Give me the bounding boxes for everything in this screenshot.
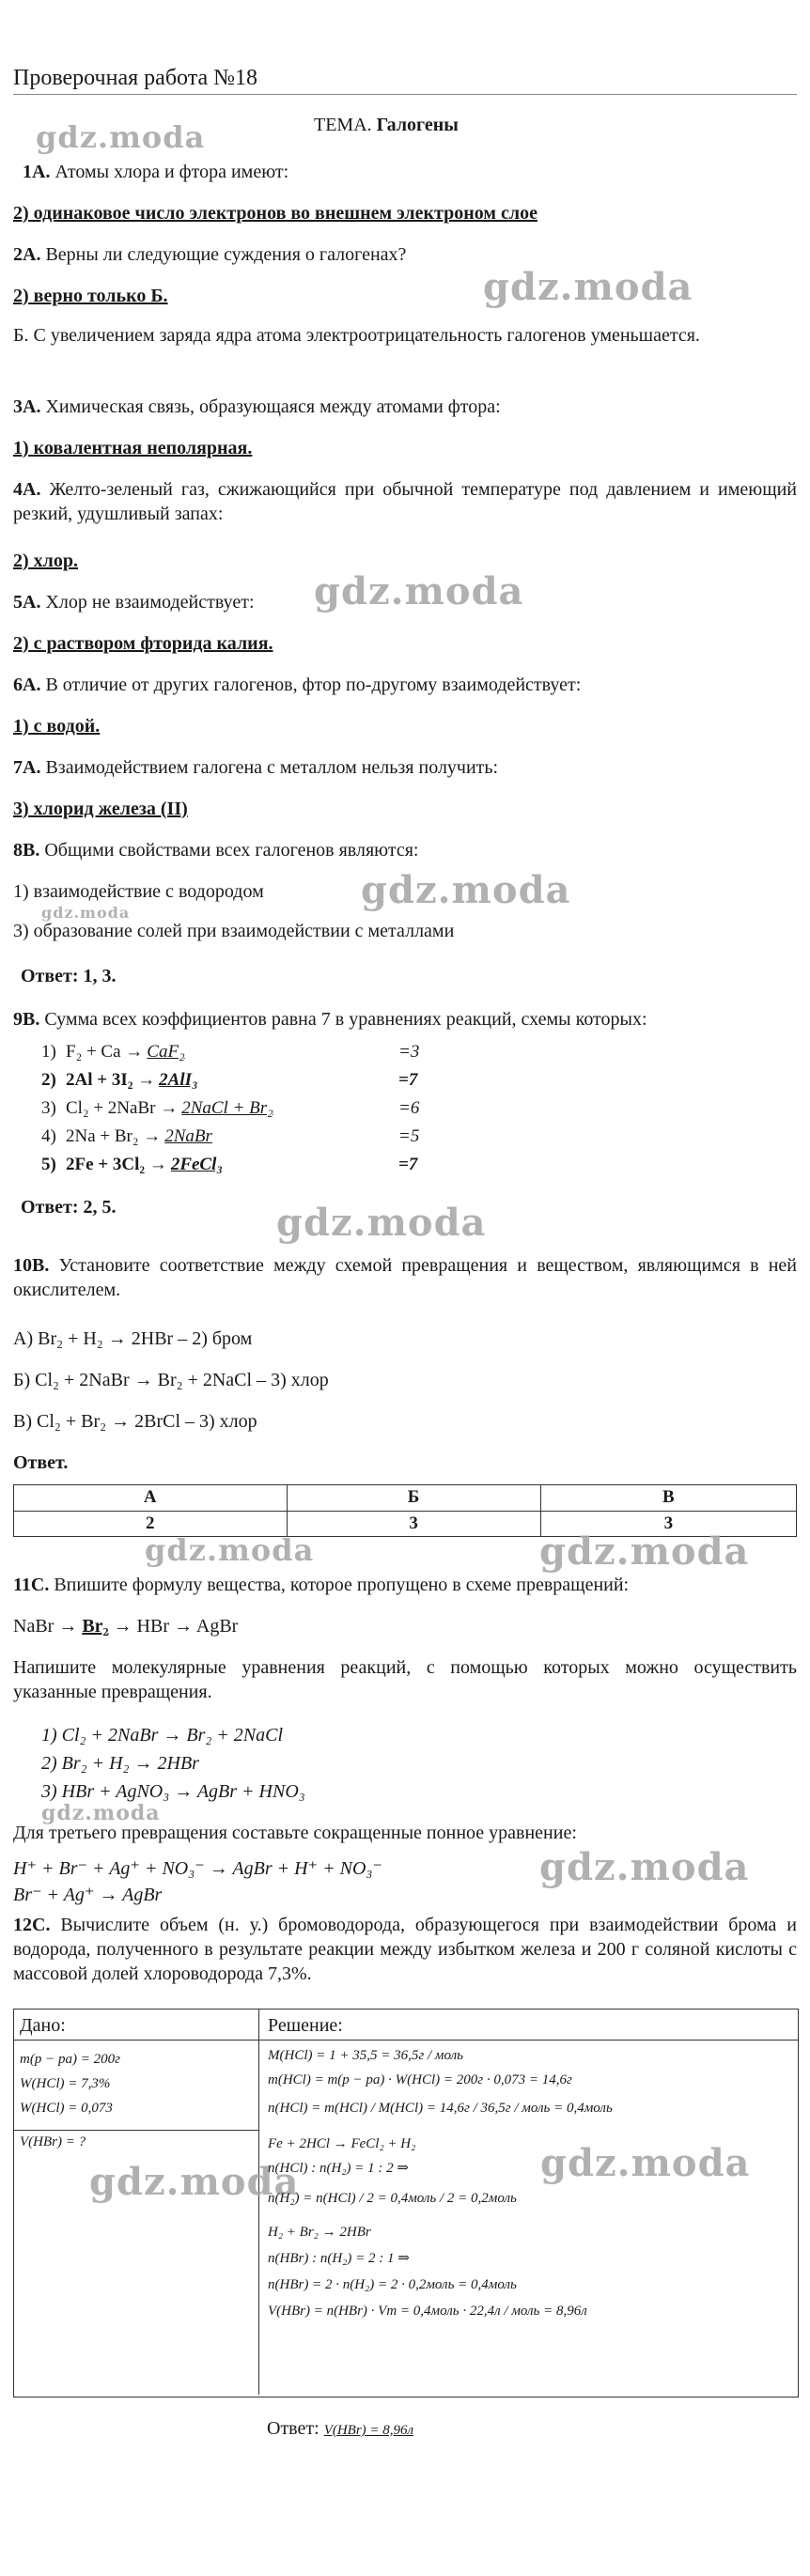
- q9-row-number: 1): [41, 1042, 56, 1062]
- question-10: [13, 1253, 797, 1302]
- q7-answer: 3) хлорид железа (II): [13, 799, 188, 819]
- question-4: [13, 477, 797, 526]
- q11-eq: 3) HBr + AgNO₃ → AgBr + HNO₃: [41, 1781, 305, 1802]
- q11-ionic: H⁺ + Br⁻ + Ag⁺ + NO₃⁻ → AgBr + H⁺ + NO₃⁻: [13, 1858, 382, 1879]
- q9-row-sum: =7: [398, 1070, 418, 1090]
- q8-item: 3) образование солей при взаимодействии с металлами: [13, 921, 455, 941]
- q7-text: Взаимодействием галогена с металлом нельзя получить:: [45, 757, 499, 778]
- q9-row-right: 2NaCl + Br₂: [181, 1098, 273, 1118]
- watermark: gdz.moda: [36, 119, 206, 155]
- q10-item: Б) Cl₂ + 2NaBr → Br₂ + 2NaCl – 3) хлор: [13, 1370, 329, 1390]
- table-cell: 3: [540, 1511, 796, 1537]
- q9-row-left: 2Al + 3I₂ →: [66, 1070, 156, 1090]
- q9-number: 9В.: [13, 1009, 40, 1030]
- q11-chain: [13, 1614, 797, 1638]
- q9-text: Сумма всех коэффициентов равна 7 в уравнениях реакций, схемы которых:: [44, 1009, 647, 1030]
- watermark: gdz.moda: [483, 265, 693, 309]
- solution-line: n(HBr) = 2 · n(H₂) = 2 · 0,2моль = 0,4моль: [268, 2277, 517, 2292]
- q9-row-number: 2): [41, 1070, 56, 1090]
- q8-answer: Ответ: 1, 3.: [21, 966, 117, 986]
- q2-answer: 2) верно только Б.: [13, 286, 168, 306]
- q10-item: В) Cl₂ + Br₂ → 2BrCl – 3) хлор: [13, 1411, 257, 1432]
- q9-answer: Ответ: 2, 5.: [21, 1197, 117, 1218]
- watermark: gdz.moda: [539, 1529, 750, 1574]
- q10-item: А) Br₂ + H₂ → 2HBr – 2) бром: [13, 1328, 253, 1349]
- q11-eq: 2) Br₂ + H₂ → 2HBr: [41, 1753, 199, 1774]
- watermark: gdz.moda: [89, 2160, 300, 2204]
- question-11: [13, 1573, 797, 1597]
- q8-text: Общими свойствами всех галогенов являются:: [44, 840, 419, 861]
- watermark: gdz.moda: [41, 1801, 161, 1825]
- table-cell: 3: [287, 1511, 540, 1537]
- q3-number: 3А.: [13, 396, 41, 417]
- solution-line: n(HBr) : n(H₂) = 2 : 1 ⇒: [268, 2251, 410, 2266]
- q11-text: Впишите формулу вещества, которое пропущено в схеме превращений:: [54, 1575, 630, 1595]
- q1-text: Атомы хлора и фтора имеют:: [55, 162, 289, 182]
- table-cell: 2: [14, 1511, 288, 1537]
- q5-text: Хлор не взаимодействует:: [45, 592, 255, 613]
- q10-number: 10В.: [13, 1255, 50, 1276]
- watermark: gdz.moda: [540, 2141, 751, 2185]
- q9-row-sum: =3: [398, 1042, 420, 1062]
- q3-text: Химическая связь, образующаяся между атомами фтора:: [45, 396, 501, 417]
- solution-line: n(HCl) : n(H₂) = 1 : 2 ⇒: [268, 2161, 409, 2176]
- q8-item: 1) взаимодействие с водородом: [13, 881, 264, 902]
- q9-row: [41, 1125, 436, 1149]
- q12-answer: [267, 2416, 810, 2441]
- q9-row: [41, 1041, 436, 1064]
- q9-row-left: F₂ + Ca →: [66, 1042, 144, 1062]
- q11-text2: Напишите молекулярные уравнения реакций, с помощью которых можно осуществить указанные превращения.: [13, 1657, 797, 1702]
- solution-line: M(HCl) = 1 + 35,5 = 36,5г / моль: [268, 2048, 463, 2063]
- table-head-cell: В: [540, 1485, 796, 1512]
- q10-answer-label: Ответ.: [13, 1452, 69, 1473]
- given-line: m(p − pa) = 200г: [20, 2052, 120, 2067]
- solution-line: n(HCl) = m(HCl) / M(HCl) = 14,6г / 36,5г / моль = 0,4моль: [268, 2101, 613, 2116]
- q3-answer: 1) ковалентная неполярная.: [13, 438, 253, 458]
- q1-answer: 2) одинаковое число электронов во внешнем электроном слое: [13, 203, 537, 224]
- q9-row-sum: =5: [398, 1126, 420, 1146]
- q1-number: 1А.: [23, 162, 51, 182]
- theme-label: ТЕМА.: [314, 115, 372, 135]
- q9-row: [41, 1154, 436, 1177]
- watermark: gdz.moda: [276, 1201, 487, 1245]
- q5-answer: 2) с раствором фторида калия.: [13, 633, 273, 654]
- q9-row-number: 3): [41, 1098, 56, 1118]
- solution-line: Fe + 2HCl → FeCl₂ + H₂: [268, 2136, 416, 2151]
- header-divider: [14, 2040, 798, 2041]
- title-rule: [13, 94, 797, 95]
- watermark: gdz.moda: [145, 1532, 315, 1568]
- q9-row-right: 2AlI₃: [159, 1070, 198, 1090]
- chain-missing: Br₂: [82, 1616, 109, 1637]
- question-12: [13, 1913, 797, 1986]
- q12-text: Вычислите объем (н. у.) бромоводорода, образующегося при взаимодействии брома и водорода, полученного в результате реакции между избытком железа и 200 г соляной кислоты с массовой долей хлороводорода 7,3%.: [13, 1915, 798, 1984]
- theme-line: [314, 113, 690, 137]
- q11-ionic: Br⁻ + Ag⁺ → AgBr: [13, 1885, 163, 1905]
- q11-number: 11С.: [13, 1575, 50, 1595]
- q2-text: Верны ли следующие суждения о галогенах?: [45, 244, 407, 265]
- given-label: Дано:: [20, 2015, 66, 2036]
- q9-row-left: 2Fe + 3Cl₂ →: [66, 1155, 167, 1174]
- chain-part: → HBr → AgBr: [113, 1616, 239, 1637]
- answer-value: V(HBr) = 8,96л: [323, 2423, 414, 2438]
- q9-row-right: 2FeCl₃: [170, 1155, 223, 1174]
- q9-row: [41, 1097, 436, 1121]
- question-6: [13, 673, 797, 697]
- solution-line: m(HCl) = m(p − pa) · W(HCl) = 200г · 0,073 = 14,6г: [268, 2072, 572, 2087]
- watermark: gdz.moda: [41, 904, 131, 922]
- question-8: [13, 838, 797, 862]
- q9-row-number: 5): [41, 1155, 56, 1174]
- watermark: gdz.moda: [361, 868, 571, 912]
- q4-number: 4А.: [13, 479, 41, 500]
- question-7: [13, 755, 797, 780]
- q6-answer: 1) с водой.: [13, 716, 101, 737]
- q10-text: Установите соответствие между схемой превращения и веществом, являющимся в ней окислителем.: [13, 1255, 798, 1300]
- q5-number: 5А.: [13, 592, 41, 613]
- q12-number: 12С.: [13, 1915, 51, 1935]
- watermark: gdz.moda: [539, 1845, 750, 1889]
- q4-answer: 2) хлор.: [13, 551, 79, 571]
- solution-box: [13, 2009, 799, 2398]
- question-9: [13, 1007, 797, 1032]
- given-line: W(HCl) = 7,3%: [20, 2076, 111, 2091]
- solution-line: V(HBr) = n(HBr) · Vm = 0,4моль · 22,4л / моль = 8,96л: [268, 2304, 587, 2319]
- page-title: [13, 64, 797, 93]
- q2-number: 2А.: [13, 244, 41, 265]
- q6-number: 6А.: [13, 675, 41, 695]
- q9-row-left: Cl₂ + 2NaBr →: [66, 1098, 179, 1118]
- find-line: V(HBr) = ?: [20, 2134, 86, 2149]
- q9-row: [41, 1069, 436, 1093]
- q8-number: 8В.: [13, 840, 40, 861]
- solution-line: n(H₂) = n(HCl) / 2 = 0,4моль / 2 = 0,2моль: [268, 2191, 517, 2206]
- title-text: Проверочная работа №18: [13, 66, 258, 90]
- answer-label: Ответ:: [267, 2418, 319, 2439]
- q9-row-number: 4): [41, 1126, 56, 1146]
- q11-eq: 1) Cl₂ + 2NaBr → Br₂ + 2NaCl: [41, 1725, 284, 1746]
- theme-value: Галогены: [376, 115, 459, 135]
- chain-part: NaBr →: [13, 1616, 78, 1637]
- q6-text: В отличие от других галогенов, фтор по-другому взаимодействует:: [45, 675, 582, 695]
- q9-row-right: 2NaBr: [164, 1126, 212, 1146]
- question-1: [23, 160, 806, 184]
- table-head-cell: Б: [287, 1485, 540, 1512]
- q11-text3: Для третьего превращения составьте сокращенные понное уравнение:: [13, 1823, 577, 1843]
- q4-text: Желто-зеленый газ, сжижающийся при обычной температуре под давлением и имеющий резкий, удушливый запах:: [13, 479, 797, 524]
- q9-row-sum: =6: [398, 1098, 420, 1118]
- given-line: W(HCl) = 0,073: [20, 2101, 113, 2116]
- watermark: gdz.moda: [314, 569, 524, 613]
- table-head-cell: А: [14, 1485, 288, 1512]
- solution-line: H₂ + Br₂ → 2HBr: [268, 2225, 371, 2240]
- q9-row-sum: =7: [398, 1155, 418, 1174]
- question-3: [13, 395, 797, 419]
- solution-label: Решение:: [268, 2015, 343, 2036]
- q9-row-right: CaF₂: [147, 1042, 185, 1062]
- given-divider: [14, 2130, 258, 2131]
- q2-note: Б. С увеличением заряда ядра атома электроотрицательность галогенов уменьшается.: [13, 325, 700, 346]
- q7-number: 7А.: [13, 757, 41, 778]
- q9-row-left: 2Na + Br₂ →: [66, 1126, 162, 1146]
